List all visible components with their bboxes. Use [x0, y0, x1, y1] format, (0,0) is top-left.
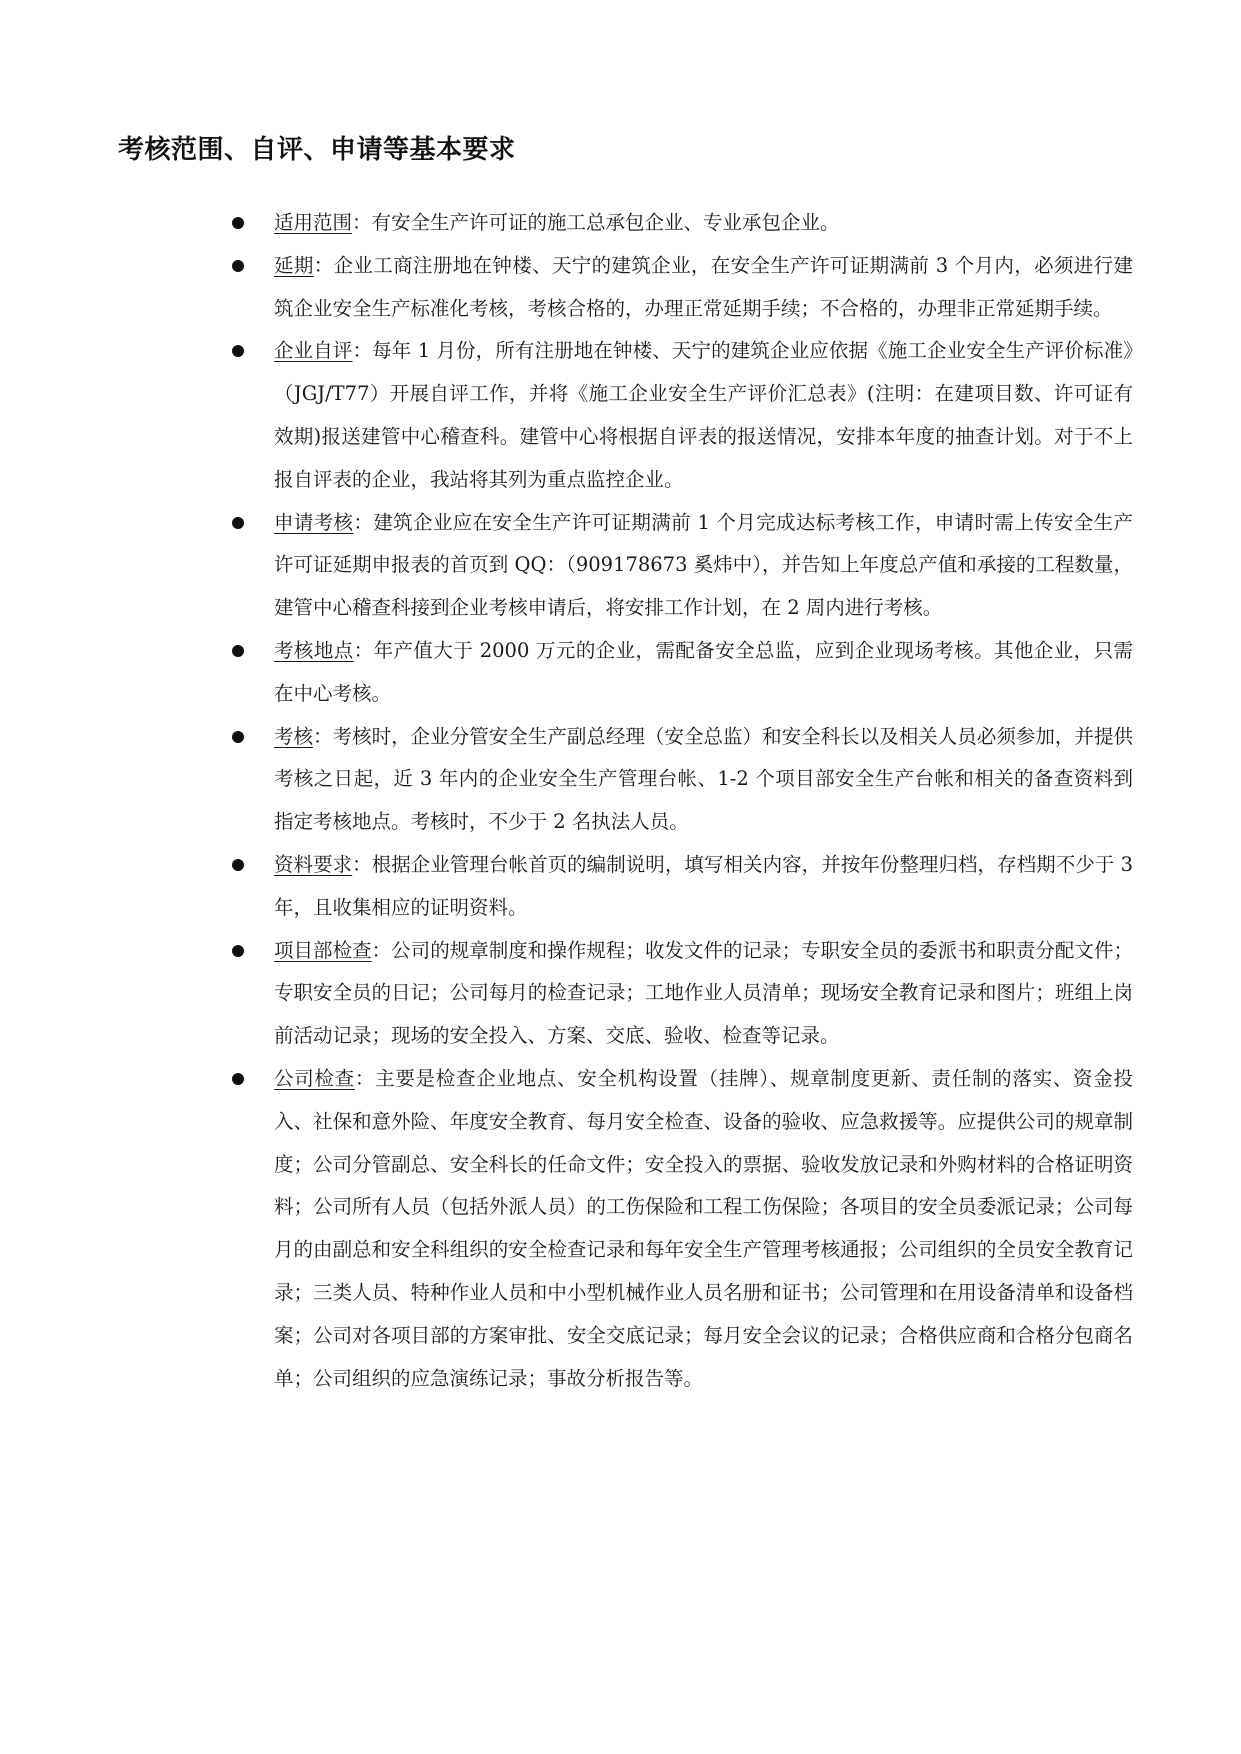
list-item	[228, 630, 1133, 716]
item-text: ：有安全生产许可证的施工总承包企业、专业承包企业。	[352, 211, 840, 234]
item-term: 公司检查	[274, 1066, 355, 1090]
bullet-icon	[232, 517, 244, 529]
list-item	[228, 716, 1133, 844]
item-text: ：考核时，企业分管安全生产副总经理（安全总监）和安全科长以及相关人员必须参加，并提供考核之日起，近 3 年内的企业安全生产管理台帐、1-2 个项目部安全生产台帐和相关的备查资料到指定考核地点。考核时，不少于 2 名执法人员。	[274, 724, 1133, 834]
item-term: 申请考核	[274, 510, 354, 534]
item-text: ：年产值大于 2000 万元的企业，需配备安全总监，应到企业现场考核。其他企业，只需在中心考核。	[274, 638, 1133, 705]
item-term: 考核	[274, 724, 314, 748]
item-text: ：建筑企业应在安全生产许可证期满前 1 个月完成达标考核工作，申请时需上传安全生产许可证延期申报表的首页到 QQ：（909178673 奚炜中），并告知上年度总产值和承接的工程数量，建管中心稽查科接到企业考核申请后，将安排工作计划，在 2 周内进行考核。	[274, 510, 1133, 620]
item-text: ：每年 1 月份，所有注册地在钟楼、天宁的建筑企业应依据《施工企业安全生产评价标准》（JGJ/T77）开展自评工作，并将《施工企业安全生产评价汇总表》(注明：在建项目数、许可证有效期)报送建管中心稽查科。建管中心将根据自评表的报送情况，安排本年度的抽查计划。对于不上报自评表的企业，我站将其列为重点监控企业。	[274, 339, 1133, 491]
item-text: ：企业工商注册地在钟楼、天宁的建筑企业，在安全生产许可证期满前 3 个月内，必须进行建筑企业安全生产标准化考核，考核合格的，办理正常延期手续；不合格的，办理非正常延期手续。	[274, 253, 1133, 320]
bullet-icon	[232, 1073, 244, 1085]
item-text: ：公司的规章制度和操作规程；收发文件的记录；专职安全员的委派书和职责分配文件；专职安全员的日记；公司每月的检查记录；工地作业人员清单；现场安全教育记录和图片；班组上岗前活动记录；现场的安全投入、方案、交底、验收、检查等记录。	[274, 938, 1133, 1048]
bullet-icon	[232, 645, 244, 657]
bullet-icon	[232, 260, 244, 272]
list-item	[228, 245, 1133, 331]
list-item	[228, 330, 1133, 501]
item-term: 考核地点	[274, 638, 354, 662]
item-term: 适用范围	[274, 211, 353, 234]
page-title: 考核范围、自评、申请等基本要求	[118, 135, 516, 165]
bullet-icon	[232, 345, 244, 357]
item-term: 企业自评	[274, 339, 353, 363]
bullet-icon	[232, 731, 244, 743]
item-term: 项目部检查	[274, 938, 372, 962]
list-item	[228, 1058, 1133, 1400]
list-item	[228, 202, 1133, 245]
bullet-icon	[232, 217, 244, 229]
item-term: 资料要求	[274, 852, 353, 876]
list-item	[228, 844, 1133, 930]
item-text: ：主要是检查企业地点、安全机构设置（挂牌）、规章制度更新、责任制的落实、资金投入、社保和意外险、年度安全教育、每月安全检查、设备的验收、应急救援等。应提供公司的规章制度；公司分管副总、安全科长的任命文件；安全投入的票据、验收发放记录和外购材料的合格证明资料；公司所有人员（包括外派人员）的工伤保险和工程工伤保险；各项目的安全员委派记录；公司每月的由副总和安全科组织的安全检查记录和每年安全生产管理考核通报；公司组织的全员安全教育记录；三类人员、特种作业人员和中小型机械作业人员名册和证书；公司管理和在用设备清单和设备档案；公司对各项目部的方案审批、安全交底记录；每月安全会议的记录；合格供应商和合格分包商名单；公司组织的应急演练记录；事故分析报告等。	[274, 1066, 1133, 1390]
item-text: ：根据企业管理台帐首页的编制说明，填写相关内容，并按年份整理归档，存档期不少于 3 年，且收集相应的证明资料。	[274, 852, 1133, 919]
item-term: 延期	[274, 253, 314, 277]
bullet-icon	[232, 945, 244, 957]
requirements-list	[228, 202, 1133, 1400]
list-item	[228, 502, 1133, 630]
list-item	[228, 930, 1133, 1058]
bullet-icon	[232, 859, 244, 871]
